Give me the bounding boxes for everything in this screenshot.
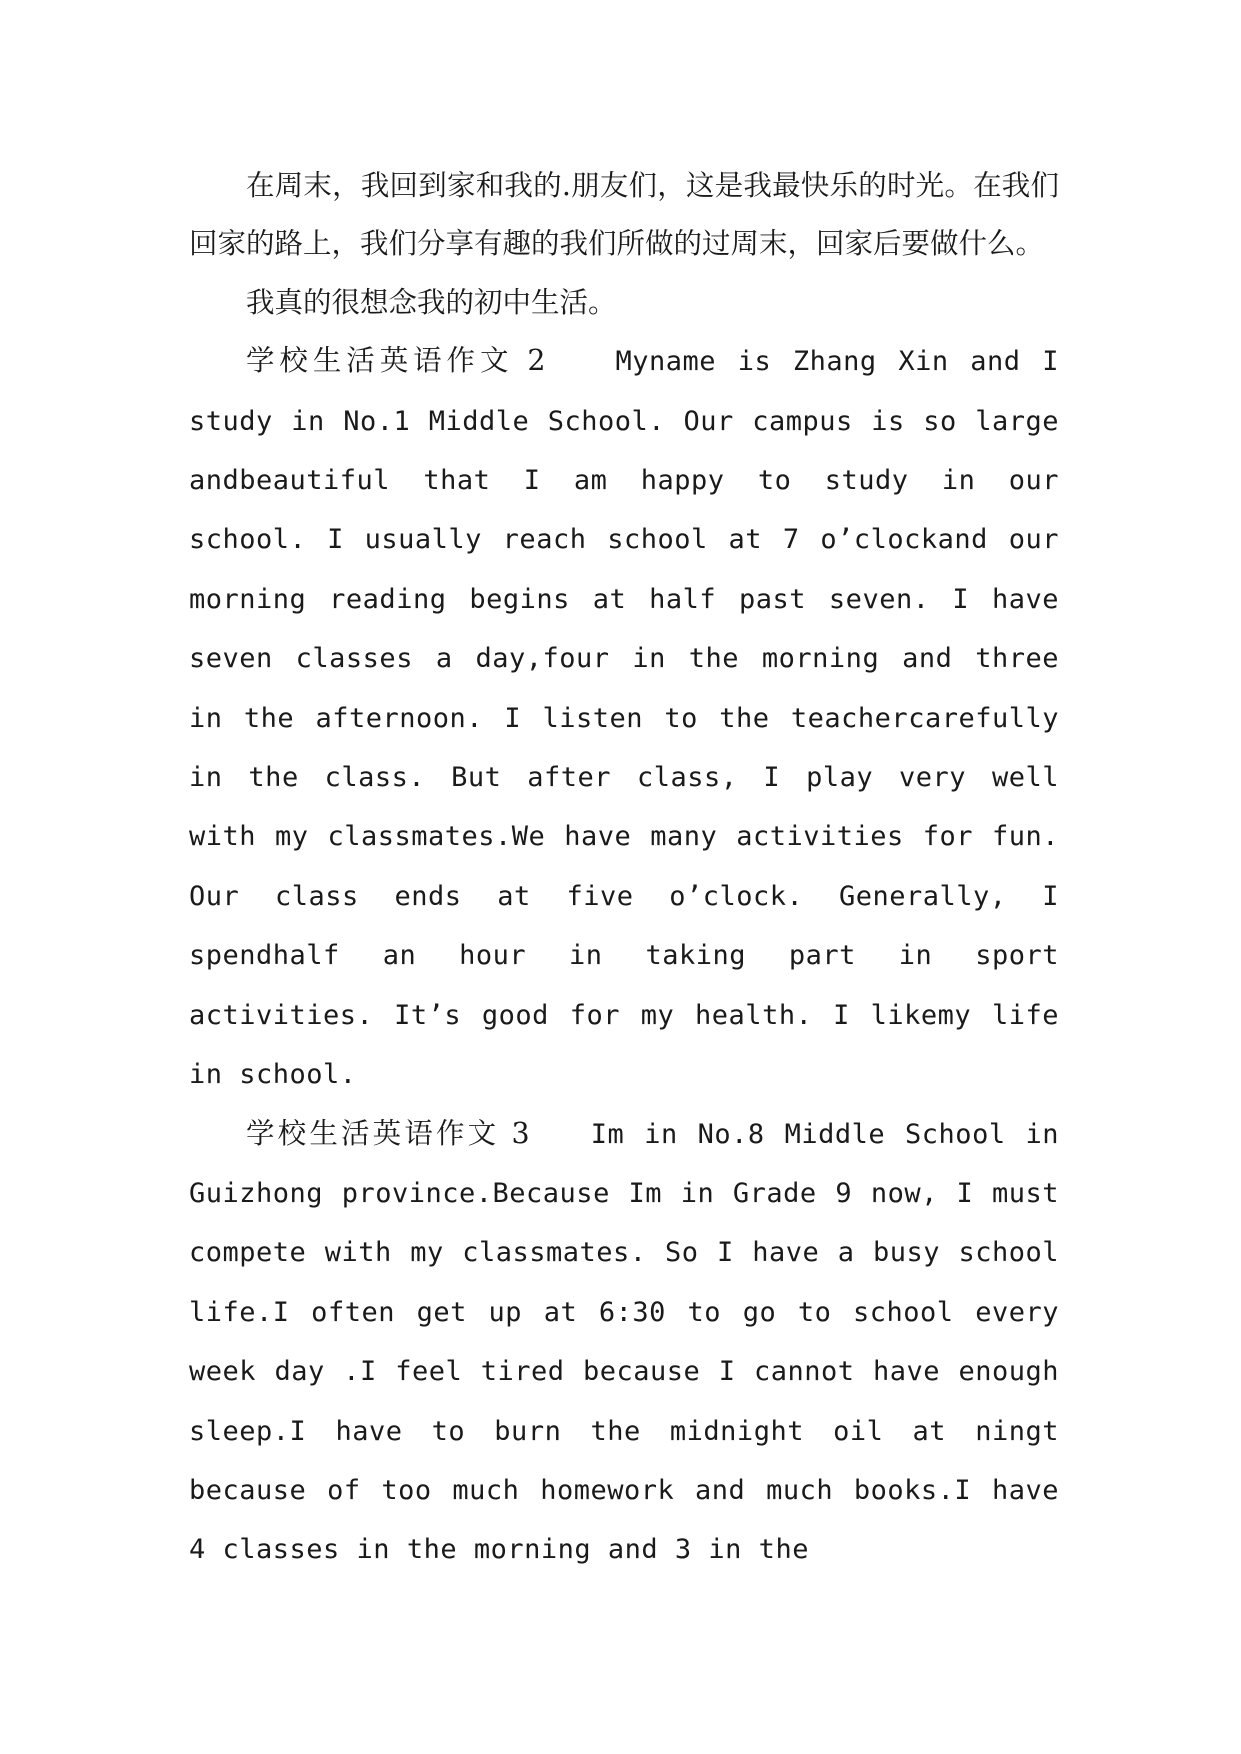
paragraph-miss-junior-high <box>189 274 1059 332</box>
paragraph-essay-2 <box>189 332 1059 1104</box>
paragraph-text: 在周末，我回到家和我的.朋友们，这是我最快乐的时光。在我们回家的路上，我们分享有趣的我们所做的过周末，回家后要做什么。 <box>189 169 1059 261</box>
paragraph-weekend <box>189 157 1059 274</box>
essay-body: Im in No.8 Middle School in Guizhong province.Because Im in Grade 9 now, I must compete with my classmates. So I have a busy school life.I often get up at 6:30 to go to school every week day .I feel tired because I cannot have enough sleep.I have to burn the midnight oil at ningt because of too much homework and much books.I have 4 classes in the morning and 3 in the <box>189 1118 1060 1566</box>
essay-heading: 学校生活英语作文 2 <box>246 344 546 378</box>
paragraph-text: 我真的很想念我的初中生活。 <box>246 285 617 319</box>
essay-heading: 学校生活英语作文 3 <box>246 1116 530 1150</box>
paragraph-essay-3 <box>189 1105 1059 1580</box>
essay-body: Myname is Zhang Xin and I study in No.1 Middle School. Our campus is so large andbeautiful that I am happy to study in our school. I usually reach school at 7 o’clockand our morning reading begins at half past seven. I have seven classes a day,four in the morning and three in the afternoon. I listen to the teachercarefully in the class. But after class, I play very well with my classmates.We have many activities for fun. Our class ends at five o’clock. Generally, I spendhalf an hour in taking part in sport activities. It’s good for my health. I likemy life in school. <box>189 346 1060 1091</box>
document-body <box>189 157 1059 1580</box>
